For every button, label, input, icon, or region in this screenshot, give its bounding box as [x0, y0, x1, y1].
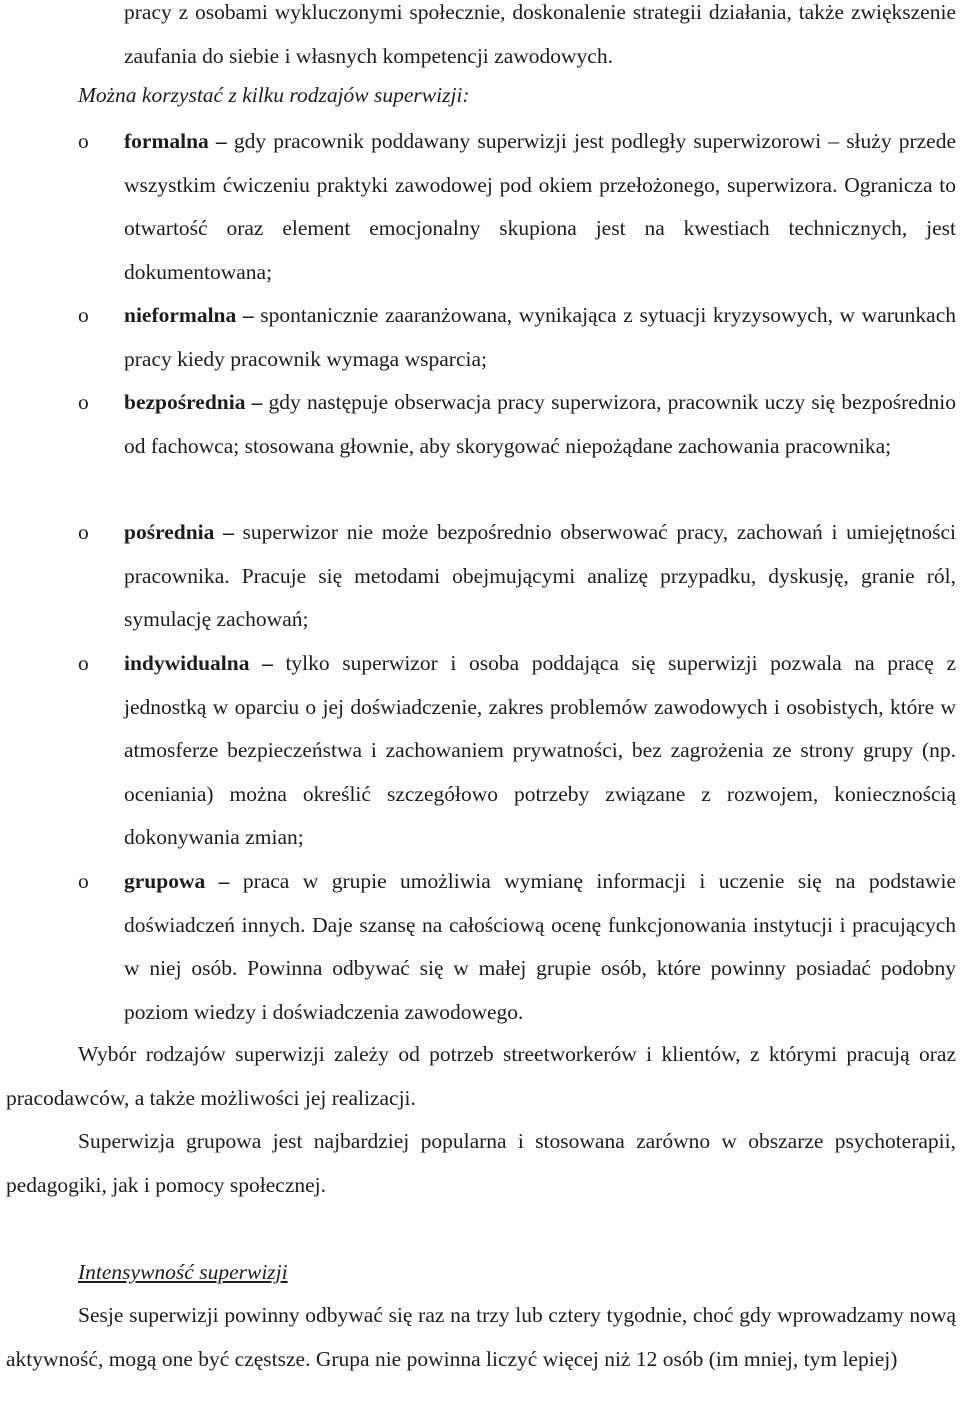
intensity-paragraph	[6, 1294, 956, 1381]
supervision-types-intro: Można korzystać z kilku rodzajów superwizji:	[78, 83, 470, 107]
list-item-dash: –	[214, 520, 243, 544]
list-item-text	[124, 381, 956, 468]
list-item-dash: –	[208, 129, 234, 153]
list-item-term: nieformalna	[124, 303, 237, 327]
group-supervision-paragraph	[6, 1120, 956, 1207]
list-item-description: gdy następuje obserwacja pracy superwizora, pracownik uczy się bezpośrednio od fachowca; stosowana głownie, aby skorygować niepożądane zachowania pracownika;	[124, 390, 956, 458]
list-item-dash: –	[245, 390, 269, 414]
bullet-icon: o	[78, 129, 89, 153]
continued-paragraph: pracy z osobami wykluczonymi społecznie, doskonalenie strategii działania, także zwiększenie zaufania do siebie i własnych kompetencji zawodowych.	[124, 0, 956, 68]
list-item-dash: –	[249, 651, 286, 675]
list-item-description: praca w grupie umożliwia wymianę informacji i uczenie się na podstawie doświadczeń innych. Daje szansę na całościową ocenę funkcjonowania instytucji i pracujących w niej osób. Powinna odbywać się w małej grupie osób, które powinny posiadać podobny poziom wiedzy i doświadczenia zawodowego.	[124, 869, 956, 1024]
list-item-description: superwizor nie może bezpośrednio obserwować pracy, zachowań i umiejętności pracownika. Pracuje się metodami obejmującymi analizę przypadku, dyskusję, granie ról, symulację zachowań;	[124, 520, 956, 632]
supervision-choice-text: Wybór rodzajów superwizji zależy od potrzeb streetworkerów i klientów, z którymi pracują oraz pracodawców, a także możliwości jej realizacji.	[6, 1042, 956, 1110]
list-item-description: tylko superwizor i osoba poddająca się superwizji pozwala na pracę z jednostką w oparciu o jej doświadczenie, zakres problemów zawodowych i osobistych, które w atmosferze bezpieczeństwa i zachowaniem prywatności, bez zagrożenia ze strony grupy (np. oceniania) można określić szczegółowo potrzeby związane z rozwojem, koniecznością dokonywania zmian;	[124, 651, 956, 850]
bullet-icon: o	[78, 651, 89, 675]
intensity-text: Sesje superwizji powinny odbywać się raz na trzy lub cztery tygodnie, choć gdy wprowadzamy nową aktywność, mogą one być częstsze. Grupa nie powinna liczyć więcej niż 12 osób (im mniej, tym lepiej)	[6, 1303, 956, 1371]
list-item-dash: –	[205, 869, 243, 893]
list-item-term: grupowa	[124, 869, 206, 893]
bullet-icon: o	[78, 303, 89, 327]
list-item-text	[124, 860, 956, 1034]
list-item-text	[124, 120, 956, 294]
list-item-term: formalna	[124, 129, 209, 153]
list-item-text	[124, 642, 956, 860]
supervision-choice-paragraph	[6, 1033, 956, 1120]
section-heading: Intensywność superwizji	[78, 1260, 288, 1284]
list-item-text	[124, 511, 956, 642]
list-item-term: bezpośrednia	[124, 390, 246, 414]
list-item-term: pośrednia	[124, 520, 215, 544]
list-item-description: gdy pracownik poddawany superwizji jest podległy superwizorowi – służy przede wszystkim ćwiczeniu praktyki zawodowej pod okiem przełożonego, superwizora. Ogranicza to otwartość oraz element emocjonalny skupiona jest na kwestiach technicznych, jest dokumentowana;	[124, 129, 956, 284]
list-item-description: spontanicznie zaaranżowana, wynikająca z sytuacji kryzysowych, w warunkach pracy kiedy pracownik wymaga wsparcia;	[124, 303, 956, 371]
bullet-icon: o	[78, 520, 89, 544]
list-item-text	[124, 294, 956, 381]
list-item-dash: –	[236, 303, 261, 327]
bullet-icon: o	[78, 390, 89, 414]
list-item-term: indywidualna	[124, 651, 250, 675]
bullet-icon: o	[78, 869, 89, 893]
group-supervision-text: Superwizja grupowa jest najbardziej popularna i stosowana zarówno w obszarze psychoterapii, pedagogiki, jak i pomocy społecznej.	[6, 1129, 956, 1197]
